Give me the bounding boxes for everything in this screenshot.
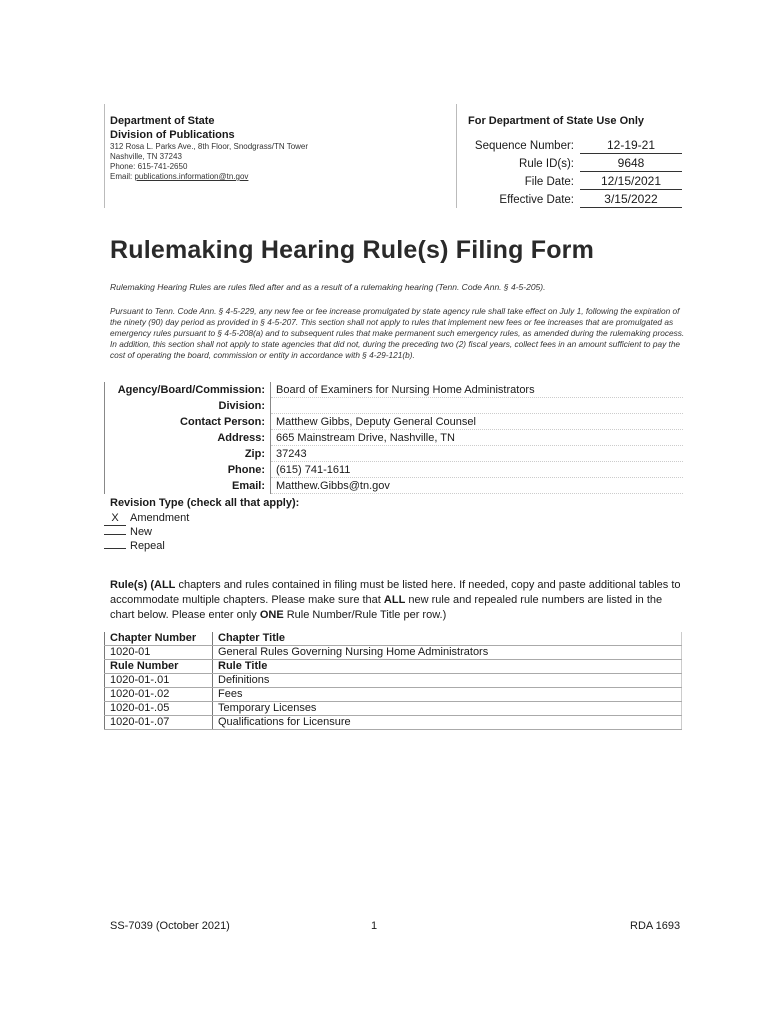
sequence-number-value: 12-19-21 [580,138,682,154]
phone-row [105,462,683,478]
email-label: Email: [110,172,135,181]
department-email-line [110,172,450,182]
rule-title-header: Rule Title [213,660,682,674]
rules-note-part-2: ALL [154,579,176,591]
revision-repeal-label: Repeal [130,540,165,552]
contact-label: Contact Person: [105,414,271,430]
effective-date-value: 3/15/2022 [580,192,682,208]
department-email-link[interactable]: publications.information@tn.gov [134,172,249,181]
address-label: Address: [105,430,271,446]
revision-new-mark[interactable] [104,534,126,535]
chapter-title-header: Chapter Title [213,632,682,646]
address-row [105,430,683,446]
rule-number: 1020-01-.07 [105,716,213,730]
revision-amendment-mark[interactable]: X [104,511,126,526]
rules-note-part-3: chapters and rules contained in filing must be listed here. If needed, copy and paste additional tables to accommodate multiple chapters. Please make sure that [110,579,681,606]
chapter-number-header: Chapter Number [105,632,213,646]
department-block [110,114,450,182]
revision-new-label: New [130,526,153,538]
contact-value: Matthew Gibbs, Deputy General Counsel [271,414,683,430]
revision-amendment-label: Amendment [130,512,190,524]
revision-new[interactable] [104,525,152,539]
rule-header-row [105,660,682,674]
agency-row [105,382,683,398]
rda-number: RDA 1693 [630,920,681,932]
effective-date-label: Effective Date: [499,194,574,206]
form-id: SS-7039 (October 2021) [110,920,230,932]
sequence-number-label: Sequence Number: [474,140,574,152]
department-city: Nashville, TN 37243 [110,152,182,161]
department-name: Department of State [110,115,215,127]
rule-id-row [462,154,692,172]
zip-label: Zip: [105,446,271,462]
email-label: Email: [105,478,271,494]
division-value [271,398,683,414]
rules-note-part-4: ALL [383,594,406,606]
chapter-header-row [105,632,682,646]
file-date-value: 12/15/2021 [580,174,682,190]
rule-title: Qualifications for Licensure [213,716,682,730]
page-title: Rulemaking Hearing Rule(s) Filing Form [110,236,595,264]
division-name: Division of Publications [110,129,235,141]
file-date-label: File Date: [524,176,574,188]
agency-label: Agency/Board/Commission: [105,382,271,398]
division-label: Division: [105,398,271,414]
phone-label: Phone: [105,462,271,478]
rules-note-part-5: new rule and repealed rule numbers are listed in the chart below. Please enter only [110,594,663,621]
rule-number: 1020-01-.02 [105,688,213,702]
rules-note-part-6: ONE [259,609,284,621]
table-row [105,716,682,730]
address-value: 665 Mainstream Drive, Nashville, TN [271,430,683,446]
chapter-number: 1020-01 [105,646,213,660]
department-phone: Phone: 615-741-2650 [110,162,188,171]
chapter-title: General Rules Governing Nursing Home Administrators [213,646,682,660]
email-row [105,478,683,494]
page-subtitle: Rulemaking Hearing Rules are rules filed after and as a result of a rulemaking hearing (Tenn. Code Ann. § 4-5-205). [110,282,546,292]
revision-amendment[interactable] [104,511,189,526]
rule-title: Temporary Licenses [213,702,682,716]
rules-note-part-1: Rule(s) ( [110,579,154,591]
zip-row [105,446,683,462]
sequence-number-row [462,136,692,154]
table-row [105,674,682,688]
revision-type-title: Revision Type (check all that apply): [110,497,300,509]
rule-title: Fees [213,688,682,702]
rules-instructions [110,578,685,623]
rule-title: Definitions [213,674,682,688]
table-row [105,688,682,702]
chapter-rules-table [104,632,682,730]
rule-number-header: Rule Number [105,660,213,674]
state-use-title: For Department of State Use Only [468,115,645,127]
revision-repeal-mark[interactable] [104,548,126,549]
file-date-row [462,172,692,190]
department-address: 312 Rosa L. Parks Ave., 8th Floor, Snodgrass/TN Tower [110,142,309,151]
page-number: 1 [371,920,378,932]
contact-row [105,414,683,430]
state-use-block [462,114,692,208]
table-row [105,702,682,716]
rule-number: 1020-01-.05 [105,702,213,716]
email-value[interactable]: Matthew.Gibbs@tn.gov [271,478,683,494]
chapter-row [105,646,682,660]
rule-number: 1020-01-.01 [105,674,213,688]
header-divider-right [456,104,457,208]
phone-value: (615) 741-1611 [271,462,683,478]
rules-note-part-7: Rule Number/Rule Title per row.) [283,609,447,621]
header-divider-left [104,104,105,208]
agency-info-table [104,382,683,494]
revision-repeal[interactable] [104,539,165,553]
rule-id-value: 9648 [580,156,682,172]
effective-date-row [462,190,692,208]
agency-value: Board of Examiners for Nursing Home Administrators [271,382,683,398]
rule-id-label: Rule ID(s): [519,158,574,170]
pursuant-paragraph: Pursuant to Tenn. Code Ann. § 4-5-229, any new fee or fee increase promulgated by state agency rule shall take effect on July 1, following the expiration of the ninety (90) day period as provided in § 4-5-207. This section shall not apply to rules that implement new fees or fee increases that are promulgated as emergency rules pursuant to § 4-5-208(a) and to subsequent rules that make permanent such emergency rules, as amended during the rulemaking process. In addition, this section shall not apply to state agencies that did not, during the preceding two (2) fiscal years, collect fees in an amount sufficient to pay the cost of operating the board, commission or entity in accordance with § 4-29-121(b). [110,306,685,360]
zip-value: 37243 [271,446,683,462]
division-row [105,398,683,414]
